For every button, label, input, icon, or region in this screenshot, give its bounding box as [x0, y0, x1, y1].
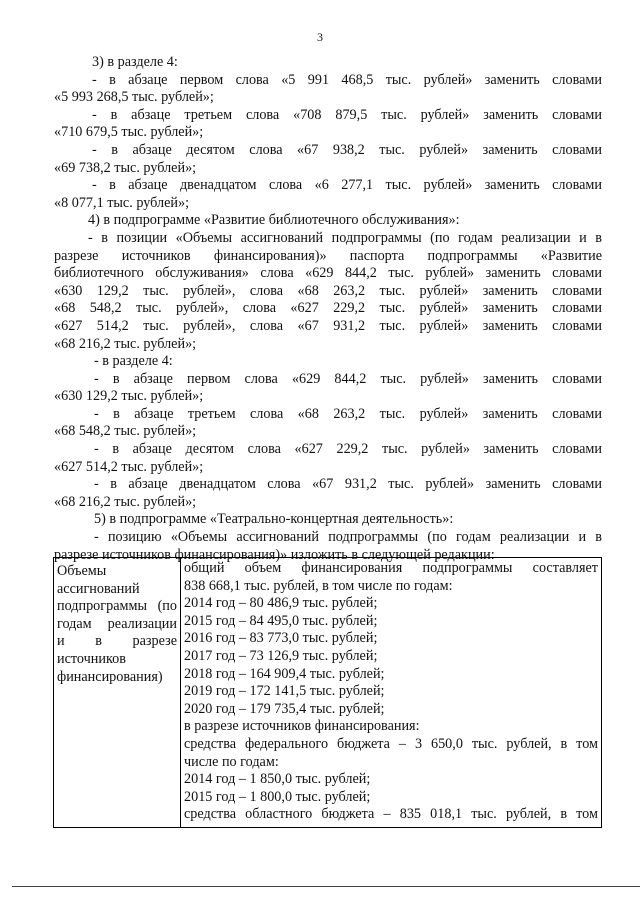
text-line: «630 129,2 тыс. рублей», слова «68 263,2 тыс. рублей» заменить словами [54, 282, 602, 299]
text-line: библиотечного обслуживания» слова «629 844,2 тыс. рублей» заменить словами [54, 265, 602, 282]
text-line: - в абзаце десятом слова «627 229,2 тыс. рублей» заменить словами [94, 441, 602, 458]
text-line: 2019 год – 172 141,5 тыс. рублей; [184, 683, 385, 700]
text-line: - в абзаце третьем слова «68 263,2 тыс. рублей» заменить словами [94, 405, 602, 422]
text-line: - в абзаце десятом слова «67 938,2 тыс. рублей» заменить словами [92, 141, 602, 158]
text-line: 2016 год – 83 773,0 тыс. рублей; [184, 630, 378, 647]
text-line: 2015 год – 84 495,0 тыс. рублей; [184, 612, 378, 629]
text-line: «5 993 268,5 тыс. рублей»; [54, 89, 214, 106]
text-line: «627 514,2 тыс. рублей», слова «67 931,2 тыс. рублей» заменить словами [54, 317, 602, 334]
text-line: 2018 год – 164 909,4 тыс. рублей; [184, 665, 385, 682]
text-line: «627 514,2 тыс. рублей»; [54, 458, 204, 475]
text-line: 2014 год – 80 486,9 тыс. рублей; [184, 595, 378, 612]
text-line: - позицию «Объемы ассигнований подпрограммы (по годам реализации и в [94, 529, 602, 546]
text-line: числе по годам: [184, 753, 279, 770]
text-line: «68 548,2 тыс. рублей», слова «627 229,2 тыс. рублей» заменить словами [54, 300, 602, 317]
text-line: 3) в разделе 4: [92, 54, 178, 70]
text-line: разрезе источников финансирования)» изложить в следующей редакции: [54, 546, 495, 563]
text-line: 2014 год – 1 850,0 тыс. рублей; [184, 771, 371, 788]
text-line: - в абзаце третьем слова «708 879,5 тыс. рублей» заменить словами [92, 106, 602, 123]
text-line: - в позиции «Объемы ассигнований подпрограммы (по годам реализации и в [88, 229, 602, 246]
text-line: финансирования) [57, 668, 163, 685]
text-line: ассигнований [57, 580, 140, 597]
text-line: годам реализации [57, 615, 177, 632]
text-line: «68 548,2 тыс. рублей»; [54, 423, 197, 440]
text-line: источников [57, 650, 126, 667]
text-line: 838 668,1 тыс. рублей, в том числе по годам: [184, 577, 453, 594]
text-line: 2020 год – 179 735,4 тыс. рублей; [184, 700, 385, 717]
text-line: - в абзаце двенадцатом слова «6 277,1 тыс. рублей» заменить словами [92, 177, 602, 194]
text-line: подпрограммы (по [57, 598, 177, 615]
text-line: Объемы [57, 563, 107, 579]
scan-edge-line [12, 886, 640, 887]
text-line: в разрезе источников финансирования: [184, 718, 420, 735]
text-line: общий объем финансирования подпрограммы составляет [184, 560, 598, 576]
text-line: «710 679,5 тыс. рублей»; [54, 124, 204, 141]
table-cell-content [181, 558, 602, 828]
text-line: 5) в подпрограмме «Театрально-концертная деятельность»: [94, 511, 454, 528]
text-line: «68 216,2 тыс. рублей»; [54, 493, 197, 510]
text-line: 4) в подпрограмме «Развитие библиотечного обслуживания»: [88, 212, 460, 229]
text-line: средства областного бюджета – 835 018,1 тыс. рублей, в том [184, 806, 598, 823]
text-line: «8 077,1 тыс. рублей»; [54, 194, 190, 211]
text-line: разрезе источников финансирования)» паспорта подпрограммы «Развитие [54, 247, 602, 264]
text-line: 2015 год – 1 800,0 тыс. рублей; [184, 788, 371, 805]
text-line: «68 216,2 тыс. рублей»; [54, 335, 197, 352]
text-line: средства федерального бюджета – 3 650,0 тыс. рублей, в том [184, 735, 598, 752]
text-line: - в абзаце первом слова «5 991 468,5 тыс. рублей» заменить словами [92, 71, 602, 88]
text-line: «630 129,2 тыс. рублей»; [54, 388, 204, 405]
amendment-text [54, 54, 602, 564]
table-row [54, 558, 602, 828]
text-line: - в абзаце двенадцатом слова «67 931,2 тыс. рублей» заменить словами [94, 476, 602, 493]
page-number: 3 [317, 30, 323, 44]
text-line: 2017 год – 73 126,9 тыс. рублей; [184, 647, 378, 664]
text-line: - в абзаце первом слова «629 844,2 тыс. рублей» заменить словами [94, 370, 602, 387]
text-line: и в разрезе [57, 633, 177, 650]
table-cell-label [54, 558, 181, 828]
passport-table [53, 557, 602, 828]
text-line: - в разделе 4: [94, 353, 173, 370]
text-line: «69 738,2 тыс. рублей»; [54, 159, 197, 176]
